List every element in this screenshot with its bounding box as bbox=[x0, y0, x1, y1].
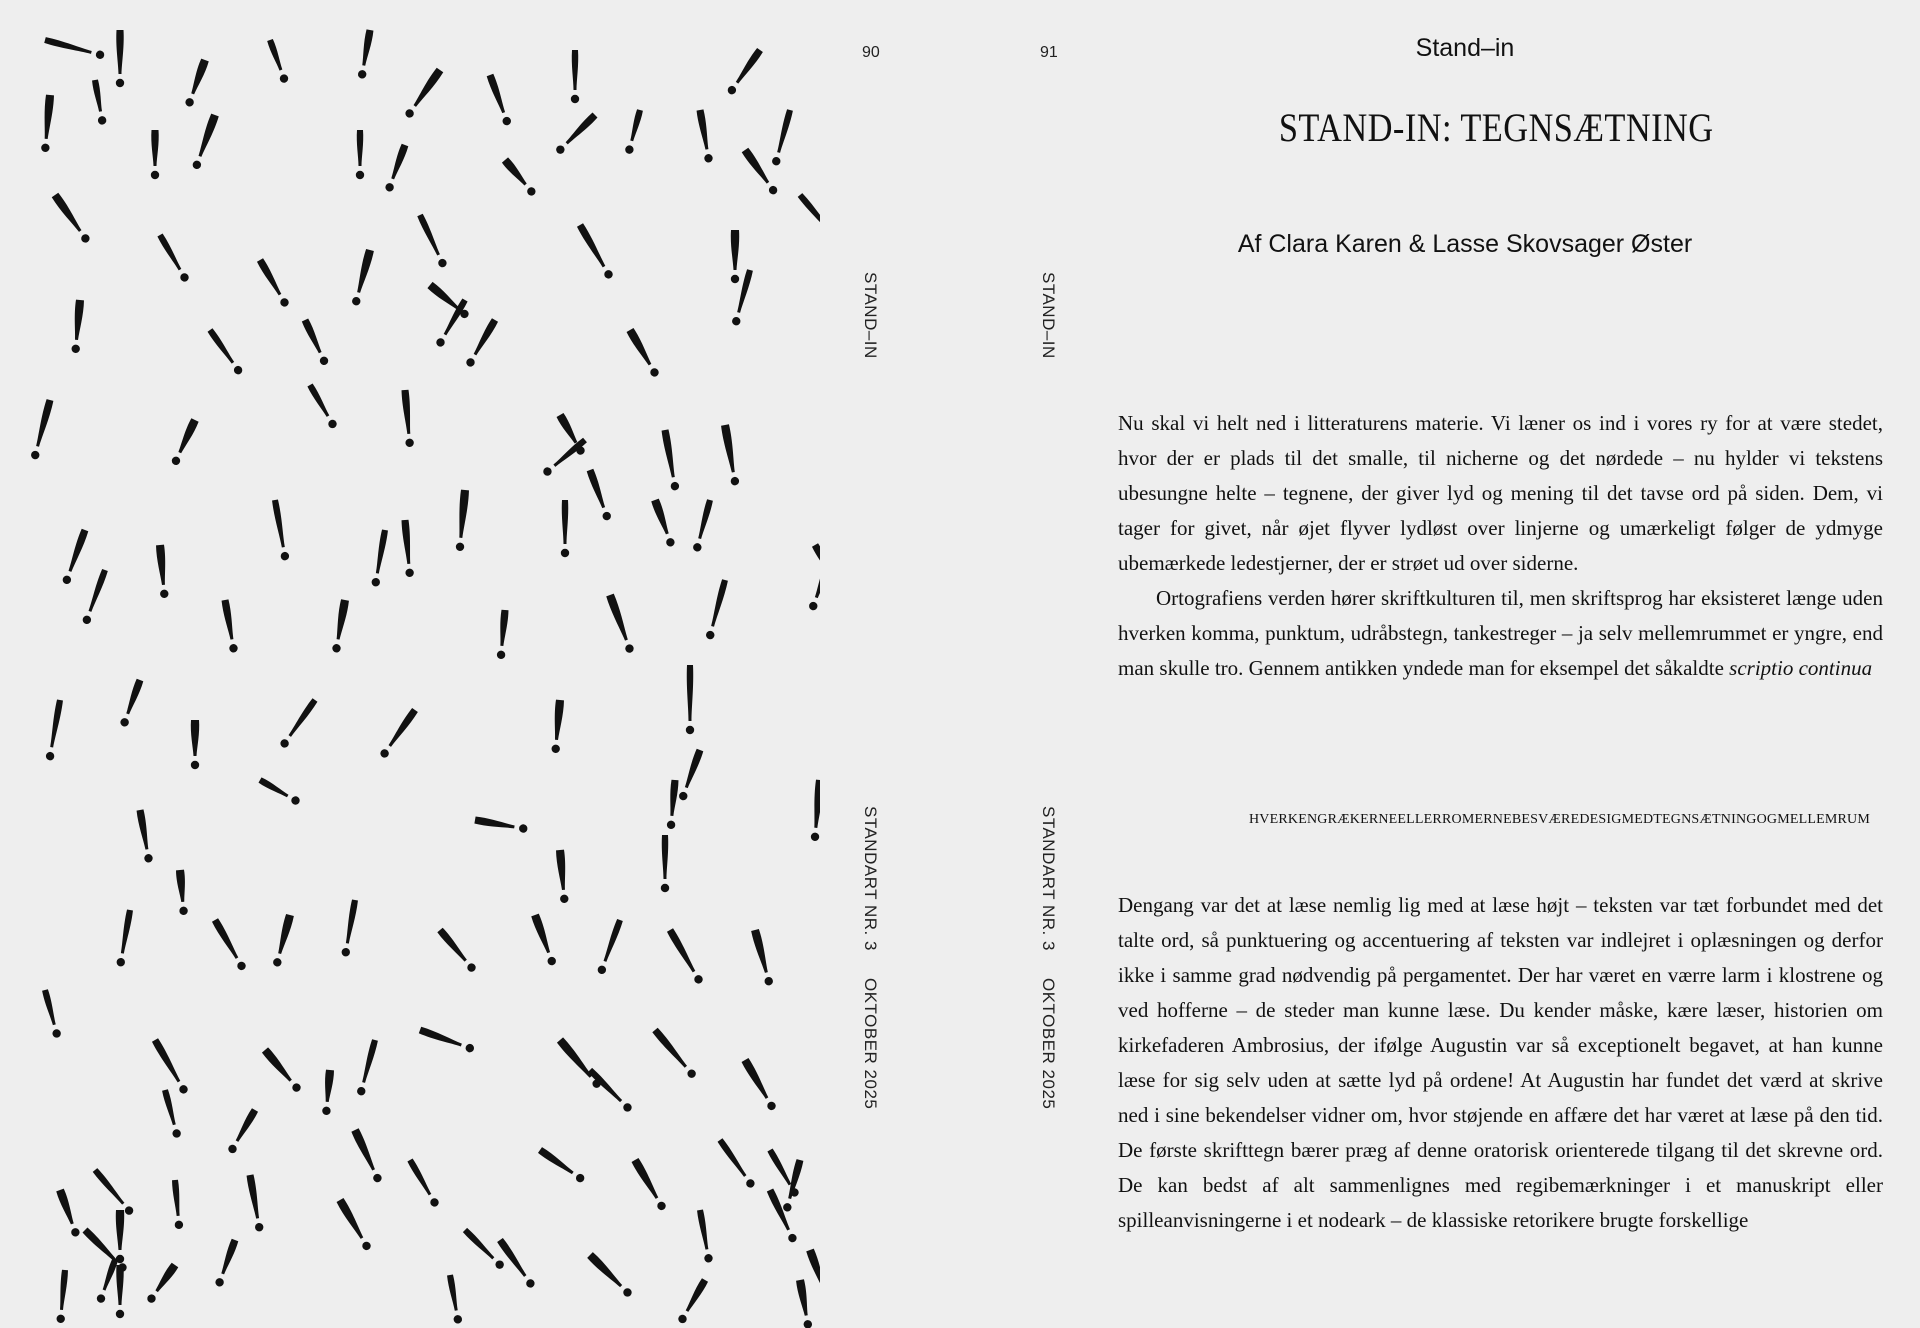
exclamation-mark bbox=[246, 1174, 264, 1232]
scriptio-continua-line: HVERKENGRÆKERNEELLERROMERNEBESVÆREDESIGMEDTEGNSÆTNINGOGMELLEMRUM bbox=[1248, 812, 1870, 827]
exclamation-mark bbox=[731, 230, 739, 283]
exclamation-mark bbox=[797, 192, 820, 244]
exclamation-mark bbox=[678, 749, 704, 802]
exclamation-mark bbox=[406, 1158, 440, 1208]
exclamation-mark bbox=[161, 1089, 182, 1139]
paragraph-1: Nu skal vi helt ned i litteraturens materie. Vi læner os ind i vores ry for at være stedet, hvor der er plads til det smalle, til nicherne og det nørdede – nu hylder vi tekstens ubesungne helte – tegnene, der giver lyd og mening til det tavse ord på siden. Dem, vi tager for givet, når øjet flyver lydløst over linjerne og umærkeligt følger de ydmyge ubemærkede ledestjerner, der er strøet ud over siderne. bbox=[1118, 411, 1883, 575]
page-number-left: 90 bbox=[862, 44, 880, 61]
exclamation-mark bbox=[401, 390, 414, 448]
exclamation-mark bbox=[416, 213, 448, 268]
running-head-left: STAND–IN bbox=[861, 272, 880, 359]
exclamation-mark bbox=[502, 157, 537, 197]
exclamation-mark bbox=[92, 1167, 135, 1216]
exclamation-mark bbox=[661, 835, 669, 892]
footer-right: STANDART NR. 3 bbox=[1039, 806, 1058, 951]
exclamation-mark bbox=[542, 437, 588, 478]
paragraph-2 bbox=[1118, 581, 1883, 686]
exclamation-mark bbox=[717, 1138, 757, 1190]
exclamation-mark bbox=[357, 29, 374, 79]
exclamation-mark bbox=[266, 39, 289, 84]
exclamation-mark bbox=[170, 418, 198, 466]
exclamation-mark bbox=[561, 500, 569, 557]
exclamation-mark bbox=[626, 328, 660, 378]
date-left: OKTOBER 2025 bbox=[861, 978, 880, 1110]
article-title: STAND-IN: TEGNSÆTNING bbox=[1278, 105, 1714, 150]
exclamation-mark bbox=[272, 914, 294, 968]
exclamation-mark bbox=[191, 720, 199, 769]
section-label: Stand–in bbox=[1415, 34, 1515, 62]
exclamation-mark bbox=[554, 112, 598, 156]
exclamation-mark bbox=[191, 114, 218, 171]
exclamation-mark bbox=[497, 610, 510, 660]
exclamation-mark bbox=[587, 1067, 633, 1113]
date-right: OKTOBER 2025 bbox=[1039, 978, 1058, 1110]
exclamation-mark bbox=[279, 698, 319, 750]
body-text-bottom bbox=[1118, 888, 1883, 1238]
exclamation-mark bbox=[404, 68, 444, 120]
exclamation-mark bbox=[371, 529, 389, 587]
footer-left: STANDART NR. 3 bbox=[861, 806, 880, 951]
exclamation-mark bbox=[258, 776, 301, 806]
exclamation-mark bbox=[661, 429, 680, 491]
exclamation-mark bbox=[726, 48, 763, 96]
exclamation-mark bbox=[256, 258, 290, 308]
exclamation-mark bbox=[171, 1180, 184, 1230]
exclamation-mark bbox=[156, 545, 169, 599]
paragraph-2-text: Ortografiens verden hører skriftkulturen til, men skriftsprog har eksisteret længe uden hverken komma, punktum, udråbstegn, tankestreger – ja selv mellemrummet er yngre, end man skulle tro. Gennem antikken yndede man for eksempel det såkaldte bbox=[1118, 586, 1883, 680]
exclamation-mark bbox=[551, 700, 564, 754]
exclamation-marks-artwork bbox=[0, 0, 820, 1328]
exclamation-mark bbox=[631, 1158, 667, 1212]
exclamation-mark bbox=[401, 520, 414, 578]
exclamation-mark bbox=[332, 599, 350, 653]
exclamation-mark bbox=[56, 1189, 81, 1238]
exclamation-mark bbox=[462, 1227, 506, 1271]
exclamation-mark bbox=[810, 780, 820, 842]
exclamation-mark bbox=[474, 816, 528, 834]
exclamation-mark bbox=[156, 233, 190, 283]
exclamation-mark bbox=[207, 328, 244, 376]
exclamation-mark bbox=[624, 109, 644, 155]
exclamation-mark bbox=[419, 1026, 476, 1053]
exclamation-mark bbox=[796, 1279, 813, 1328]
exclamation-mark bbox=[556, 850, 569, 904]
exclamation-mark bbox=[221, 599, 239, 653]
exclamation-mark bbox=[184, 59, 209, 108]
exclamation-mark bbox=[30, 399, 54, 460]
exclamation-mark bbox=[771, 109, 794, 166]
exclamation-mark bbox=[306, 383, 338, 430]
exclamation-mark bbox=[587, 1252, 633, 1298]
exclamation-mark bbox=[271, 499, 290, 561]
exclamation-mark bbox=[652, 1027, 698, 1079]
page-number-right: 91 bbox=[1040, 44, 1058, 61]
exclamation-mark bbox=[41, 95, 54, 153]
exclamation-mark bbox=[116, 30, 124, 87]
exclamation-mark bbox=[71, 300, 84, 354]
exclamation-mark bbox=[379, 708, 419, 760]
exclamation-mark bbox=[437, 927, 478, 973]
exclamation-mark bbox=[531, 914, 557, 967]
exclamation-mark bbox=[606, 594, 635, 654]
exclamation-mark bbox=[686, 665, 694, 734]
exclamation-mark bbox=[341, 899, 359, 957]
exclamation-mark bbox=[666, 928, 704, 985]
exclamation-mark bbox=[52, 193, 92, 245]
exclamation-mark bbox=[56, 1270, 69, 1324]
exclamation-mark bbox=[384, 144, 409, 193]
exclamation-mark bbox=[742, 148, 779, 196]
paragraph-2-italic: scriptio continua bbox=[1729, 656, 1873, 680]
exclamation-mark bbox=[146, 1263, 179, 1305]
exclamation-mark bbox=[465, 318, 499, 368]
exclamation-mark bbox=[262, 1047, 303, 1093]
exclamation-mark bbox=[571, 50, 579, 103]
exclamation-mark bbox=[351, 1128, 383, 1183]
exclamation-mark bbox=[705, 579, 729, 640]
exclamation-mark bbox=[557, 1037, 603, 1089]
exclamation-mark bbox=[96, 1259, 119, 1304]
body-text-top bbox=[1118, 406, 1883, 686]
exclamation-mark bbox=[586, 469, 612, 522]
exclamation-mark bbox=[576, 223, 614, 280]
exclamation-mark bbox=[741, 1058, 777, 1112]
exclamation-mark bbox=[301, 318, 329, 366]
exclamation-mark bbox=[696, 109, 714, 163]
exclamation-mark bbox=[336, 1198, 372, 1252]
exclamation-mark bbox=[81, 569, 108, 626]
exclamation-mark bbox=[806, 1249, 820, 1302]
exclamation-mark bbox=[211, 918, 247, 972]
exclamation-mark bbox=[151, 1038, 189, 1095]
exclamation-mark bbox=[538, 1147, 586, 1184]
exclamation-mark bbox=[751, 929, 774, 986]
exclamation-mark bbox=[721, 424, 740, 486]
exclamation-mark bbox=[486, 74, 512, 127]
exclamation-mark bbox=[766, 1188, 798, 1243]
exclamation-mark bbox=[176, 870, 188, 916]
exclamation-mark bbox=[116, 909, 134, 967]
exclamation-mark bbox=[227, 1108, 259, 1155]
exclamation-mark bbox=[44, 36, 105, 60]
exclamation-mark bbox=[596, 919, 623, 976]
running-head-right: STAND–IN bbox=[1039, 272, 1058, 359]
exclamation-mark bbox=[91, 79, 107, 125]
exclamation-mark bbox=[322, 1070, 334, 1116]
exclamation-mark bbox=[667, 780, 680, 830]
paragraph-3: Dengang var det at læse nemlig lig med at læse højt – teksten var tæt forbundet med det talte ord, så punktuering og accentuering af teksten var indlejret i oplæsningen og derfor ikke i samme grad nødvendig på pergamentet. Der har været en værre larm i klostrene og ved hofferne – de steder man kunne læse. Du kender måske, kære læser, historien om kirkefaderen Ambrosius, der ifølge Augustin var så exceptionelt begavet, at han kunne læse for sig selv uden at sætte lyd på ordene! At Augustin har fundet det værd at skrive ned i sine bekendelser vidner om, hvor støjende en affære det har været at læse på den tid. De første skrifttegn bærer præg af denne oratorisk orienterede tilgang til det skrevne ord. De kan bedst af alt sammenlignes med regibemærkninger i et manuskript eller spilleanvisningerne i et nodeark – de klassiske retorikere brugte forskellige bbox=[1118, 893, 1883, 1232]
exclamation-mark bbox=[696, 1209, 714, 1263]
exclamation-mark bbox=[116, 1210, 124, 1263]
exclamation-mark bbox=[136, 809, 154, 863]
exclamation-mark bbox=[356, 130, 364, 179]
exclamation-mark bbox=[356, 1039, 379, 1096]
exclamation-mark bbox=[446, 1274, 463, 1324]
exclamation-mark bbox=[151, 130, 159, 179]
exclamation-mark bbox=[61, 529, 88, 586]
exclamation-mark bbox=[455, 490, 469, 552]
exclamation-mark bbox=[692, 499, 714, 553]
byline: Af Clara Karen & Lasse Skovsager Øster bbox=[1237, 230, 1693, 258]
exclamation-mark bbox=[45, 699, 64, 761]
exclamation-mark bbox=[116, 1265, 124, 1318]
exclamation-mark bbox=[214, 1239, 239, 1288]
exclamation-mark bbox=[41, 989, 62, 1039]
exclamation-mark bbox=[782, 1159, 804, 1213]
exclamation-mark bbox=[677, 1278, 709, 1325]
exclamation-mark bbox=[351, 249, 374, 306]
exclamation-mark bbox=[651, 499, 676, 548]
exclamation-mark bbox=[808, 559, 820, 612]
exclamation-mark bbox=[119, 679, 144, 728]
